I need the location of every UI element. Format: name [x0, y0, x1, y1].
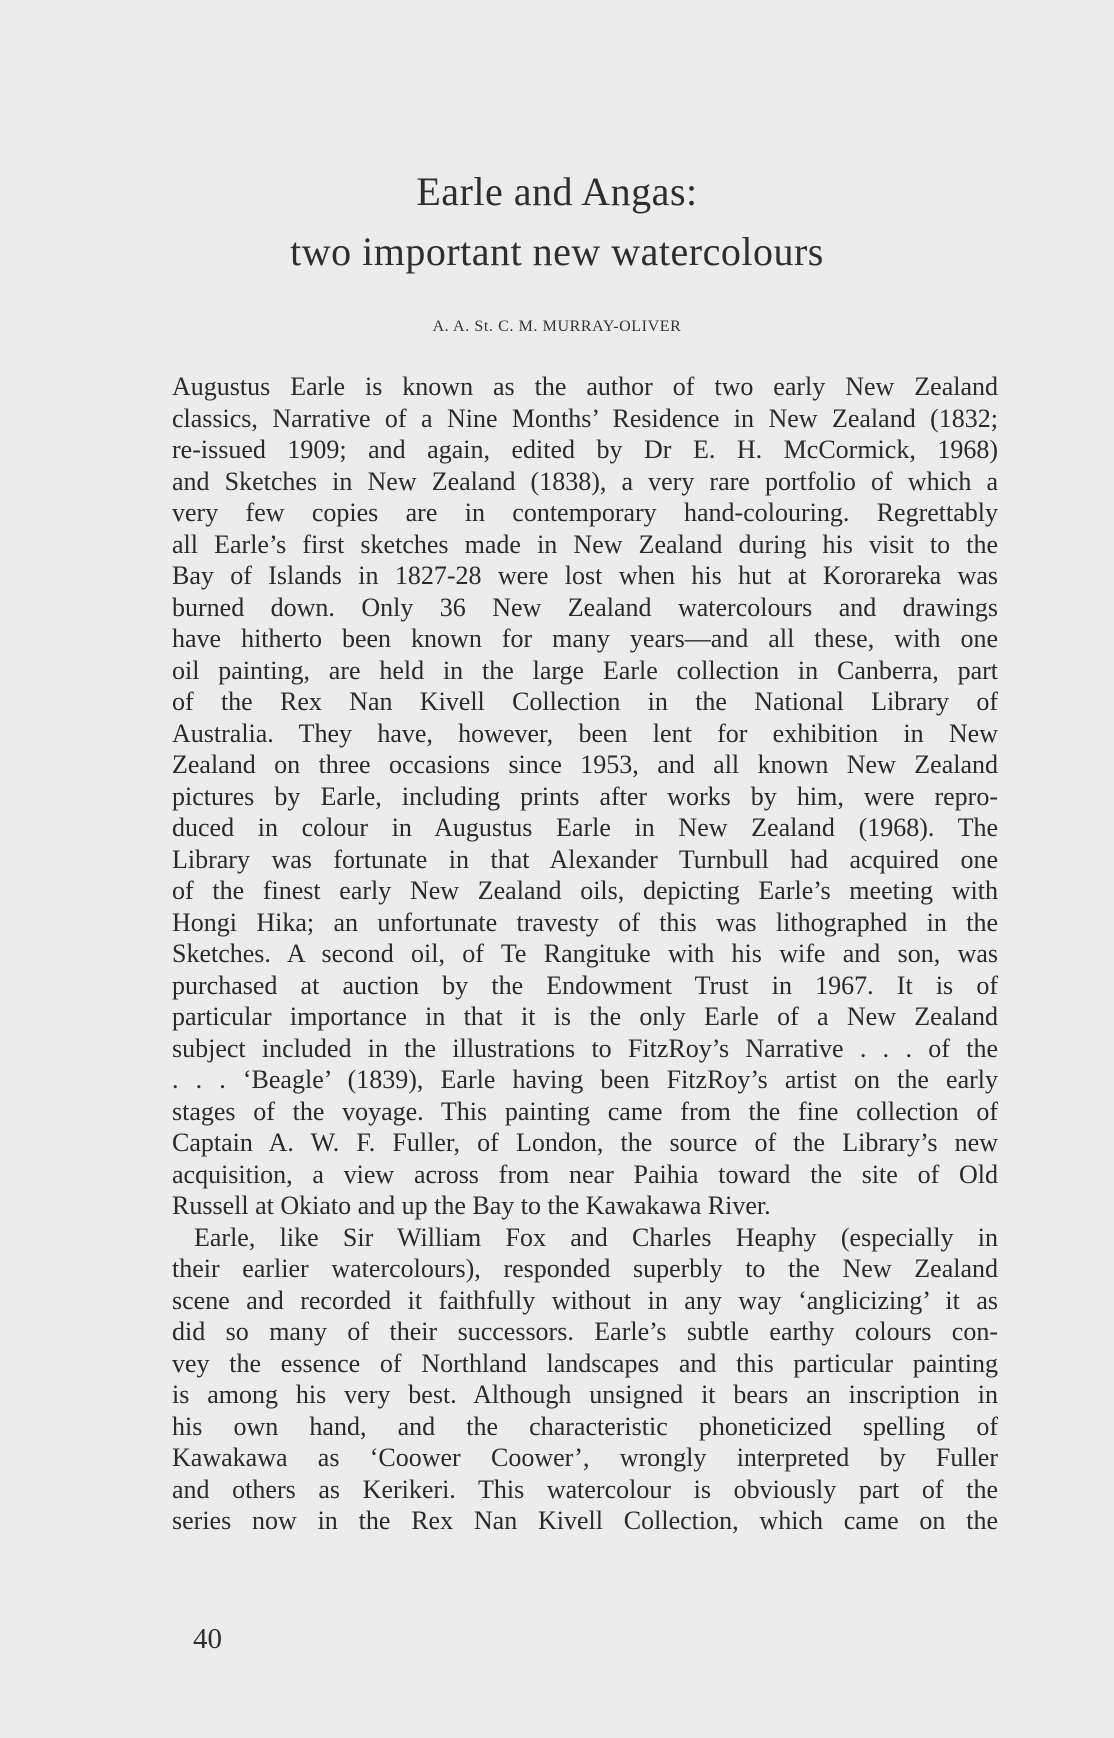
page-number: 40	[193, 1623, 222, 1655]
body-line: . . . ‘Beagle’ (1839), Earle having been FitzRoy’s artist on the early	[172, 1065, 998, 1094]
body-line: particular importance in that it is the only Earle of a New Zealand	[172, 1002, 998, 1031]
body-line: have hitherto been known for many years—and all these, with one	[172, 624, 998, 653]
body-line: and Sketches in New Zealand (1838), a very rare portfolio of which a	[172, 466, 998, 496]
body-line: all Earle’s first sketches made in New Zealand during his visit to the	[172, 529, 998, 559]
body-line: Bay of Islands in 1827-28 were lost when his hut at Kororareka was	[172, 561, 998, 590]
body-line: Hongi Hika; an unfortunate travesty of this was lithographed in the	[172, 907, 998, 937]
body-line: is among his very best. Although unsigned it bears an inscription in	[172, 1380, 998, 1409]
body-line: Captain A. W. F. Fuller, of London, the source of the Library’s new	[172, 1128, 998, 1157]
body-line: Augustus Earle is known as the author of two early New Zealand	[172, 372, 998, 401]
body-line: pictures by Earle, including prints after works by him, were repro-	[172, 781, 998, 811]
body-line: did so many of their successors. Earle’s subtle earthy colours con-	[172, 1317, 998, 1346]
article-title-line-2: two important new watercolours	[290, 229, 824, 274]
body-line: series now in the Rex Nan Kivell Collection, which came on the	[172, 1506, 998, 1535]
author-byline: A. A. St. C. M. MURRAY-OLIVER	[432, 318, 682, 335]
body-line: oil painting, are held in the large Earle collection in Canberra, part	[172, 655, 998, 685]
body-line: Australia. They have, however, been lent for exhibition in New	[172, 718, 998, 748]
body-line: stages of the voyage. This painting came from the fine collection of	[172, 1096, 998, 1126]
body-line: purchased at auction by the Endowment Trust in 1967. It is of	[172, 970, 998, 1000]
body-line: of the Rex Nan Kivell Collection in the National Library of	[172, 687, 998, 716]
article-title-line-1: Earle and Angas:	[416, 169, 698, 214]
body-line: Zealand on three occasions since 1953, and all known New Zealand	[172, 750, 998, 779]
body-line: scene and recorded it faithfully without in any way ‘anglicizing’ it as	[172, 1285, 998, 1315]
body-line: vey the essence of Northland landscapes and this particular painting	[172, 1348, 998, 1378]
body-line: Sketches. A second oil, of Te Rangituke with his wife and son, was	[172, 939, 998, 968]
body-line: of the finest early New Zealand oils, depicting Earle’s meeting with	[172, 876, 998, 905]
body-line: subject included in the illustrations to FitzRoy’s Narrative . . . of the	[172, 1033, 998, 1063]
body-line: Library was fortunate in that Alexander Turnbull had acquired one	[172, 844, 998, 874]
body-line: their earlier watercolours), responded superbly to the New Zealand	[172, 1254, 998, 1283]
body-line: his own hand, and the characteristic phoneticized spelling of	[172, 1411, 998, 1441]
body-line: burned down. Only 36 New Zealand watercolours and drawings	[172, 592, 998, 622]
body-line: and others as Kerikeri. This watercolour is obviously part of the	[172, 1474, 998, 1504]
body-line: acquisition, a view across from near Paihia toward the site of Old	[172, 1159, 998, 1189]
body-line: very few copies are in contemporary hand-colouring. Regrettably	[172, 498, 998, 527]
body-line: Kawakawa as ‘Coower Coower’, wrongly interpreted by Fuller	[172, 1443, 998, 1472]
article-body	[172, 371, 998, 1537]
body-line: Russell at Okiato and up the Bay to the Kawakawa River.	[172, 1191, 771, 1220]
body-line: duced in colour in Augustus Earle in New Zealand (1968). The	[172, 813, 998, 842]
body-line: Earle, like Sir William Fox and Charles Heaphy (especially in	[194, 1222, 998, 1252]
body-line: re-issued 1909; and again, edited by Dr E. H. McCormick, 1968)	[172, 435, 998, 464]
body-line: classics, Narrative of a Nine Months’ Residence in New Zealand (1832;	[172, 403, 998, 433]
